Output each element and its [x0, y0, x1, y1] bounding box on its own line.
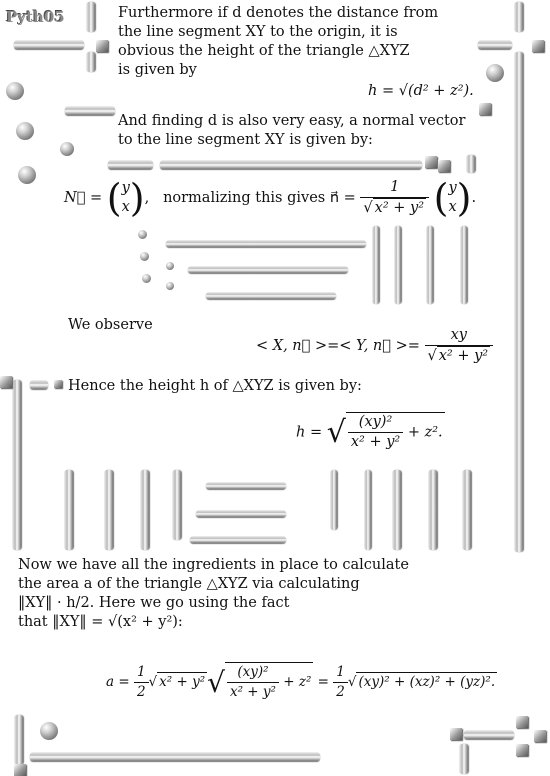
fraction-numerator: (xy)² — [358, 414, 393, 430]
ornament-bar — [466, 155, 475, 173]
equation-lhs: a = — [106, 674, 130, 690]
equation-h-distance: h = √(d² + z²). — [368, 83, 474, 99]
ornament-bar — [478, 40, 512, 49]
sqrt-term: x² + y² — [159, 674, 206, 690]
ornament-bar — [65, 106, 115, 115]
ornament-bar — [188, 266, 348, 273]
sqrt-term: (xy)² + (xz)² + (yz)². — [358, 674, 496, 690]
paragraph-4 — [18, 556, 409, 632]
paren-close: ) — [456, 176, 472, 220]
vector-N: N⃗ = — [64, 190, 103, 206]
ornament-bar — [14, 40, 84, 49]
equals: = — [317, 674, 329, 690]
ornament-bar — [206, 482, 286, 489]
ornament-bar — [464, 730, 514, 739]
ornament-bar — [514, 52, 523, 552]
period: . — [471, 190, 477, 206]
ornament-ball — [486, 64, 504, 82]
ornament-ball — [60, 142, 74, 156]
fraction-denominator: x² + y² — [227, 682, 279, 702]
ornament-ball — [142, 274, 151, 283]
ornament-bar — [394, 226, 401, 304]
equation-observe: < X, n⃗ >=< Y, n⃗ >= $\frac{xy}{\text{√ x² + y²}}$ — [256, 326, 493, 366]
ornament-bar — [14, 715, 23, 765]
ornament-ball — [18, 166, 36, 184]
equation-height: h = √ $\frac{\text{(xy)²}}{\text{x² + y²}}$ + z². — [296, 414, 443, 450]
ornament-square — [438, 160, 450, 172]
ornament-bar — [459, 744, 468, 774]
fraction: $\frac{1}{\text{√ x² + y²}}$ — [360, 178, 429, 218]
ornament-square — [516, 744, 528, 756]
fraction-numerator: (xy)² — [237, 664, 269, 680]
ornament-square — [534, 730, 546, 742]
text-line: obvious the height of the triangle △XYZ — [118, 43, 410, 59]
normalizing-text: normalizing this gives n⃗ = — [163, 190, 356, 206]
ornament-bar — [426, 226, 433, 304]
vector-entry: x — [121, 199, 130, 215]
ornament-square — [516, 716, 528, 728]
fraction-denominator: x² + y² — [374, 200, 425, 216]
ornament-bar — [108, 160, 153, 169]
equation-rest: + z² — [283, 674, 312, 690]
ornament-bar — [172, 470, 181, 540]
text-line: to the line segment XY is given by: — [118, 132, 373, 148]
ornament-square — [96, 40, 108, 52]
paragraph-1 — [118, 4, 438, 80]
text-line: ‖XY‖ · h/2. Here we go using the fact — [18, 595, 290, 611]
ornament-bar — [428, 470, 437, 550]
ornament-ball — [166, 262, 174, 270]
ornament-ball — [6, 82, 24, 100]
fraction-denominator: x² + y² — [348, 432, 403, 452]
fraction-denominator: 2 — [134, 682, 149, 702]
text-line: the line segment XY to the origin, it is — [118, 24, 398, 40]
equation-lhs: h = — [296, 424, 323, 441]
ornament-bar — [30, 380, 48, 389]
fraction-numerator: xy — [450, 327, 467, 343]
ornament-bar — [166, 240, 366, 247]
paragraph-2 — [118, 112, 465, 150]
text-line: Now we have all the ingredients in place to calculate — [18, 557, 409, 573]
fraction-denominator: 2 — [333, 682, 348, 702]
text-line: Furthermore if d denotes the distance from — [118, 5, 439, 21]
ornament-ball — [16, 122, 34, 140]
ornament-square — [532, 40, 544, 52]
ornament-bar — [86, 2, 95, 32]
paren-close: ) — [129, 176, 145, 220]
ornament-bar — [364, 470, 371, 550]
ornament-square — [14, 764, 26, 776]
ornament-ball — [166, 282, 174, 290]
vector-entry: y — [121, 180, 130, 196]
equation-area: a = $\frac{1}{2}$ √ x² + y²√ $\frac{\text{(xy)²}}{\text{x² + y²}}$ + z² = $\frac{1}{2}$ √ (xy)² + (xz)² + (yz)². — [106, 664, 496, 700]
vector-entry: y — [448, 180, 457, 196]
ornament-square — [54, 380, 62, 388]
fraction-numerator: 1 — [136, 664, 146, 680]
ornament-bar — [514, 2, 523, 32]
logo: Pyth05 — [6, 8, 65, 26]
fraction-numerator: 1 — [390, 179, 400, 195]
vector-entry: x — [448, 199, 457, 215]
text-line: And finding d is also very easy, a normal vector — [118, 113, 466, 129]
ornament-bar — [140, 470, 149, 550]
fraction-denominator: x² + y² — [438, 348, 489, 364]
ornament-ball — [40, 722, 58, 740]
ornament-bar — [206, 292, 336, 299]
ornament-ball — [140, 252, 149, 261]
ornament-bar — [460, 226, 467, 304]
ornament-bar — [392, 470, 401, 550]
text-line: that ‖XY‖ = √(x² + y²): — [18, 614, 183, 630]
equation-rest: + z². — [407, 424, 443, 441]
ornament-bar — [104, 470, 113, 550]
ornament-bar — [160, 160, 422, 169]
ornament-bar — [462, 470, 471, 550]
ornament-bar — [86, 52, 95, 72]
ornament-square — [425, 156, 437, 168]
observe-label: We observe — [68, 317, 153, 333]
equation-normal-vector — [64, 178, 476, 218]
paren-open: ( — [433, 176, 449, 220]
inner-product: < X, n⃗ >=< Y, n⃗ >= — [256, 338, 420, 354]
comma: , — [144, 190, 150, 206]
ornament-bar — [372, 226, 379, 304]
paragraph-3: Hence the height h of △XYZ is given by: — [68, 378, 362, 394]
ornament-bar — [64, 470, 73, 550]
ornament-square — [479, 103, 491, 115]
ornament-bar — [330, 470, 337, 530]
ornament-bar — [190, 536, 286, 543]
ornament-bar — [196, 510, 286, 517]
text-line: the area a of the triangle △XYZ via calculating — [18, 576, 360, 592]
paren-open: ( — [106, 176, 122, 220]
ornament-square — [0, 376, 12, 388]
ornament-bar — [12, 380, 21, 550]
fraction-numerator: 1 — [336, 664, 345, 680]
ornament-ball — [138, 230, 147, 239]
text-line: is given by — [118, 62, 197, 78]
ornament-square — [450, 728, 462, 740]
ornament-bar — [30, 752, 320, 761]
